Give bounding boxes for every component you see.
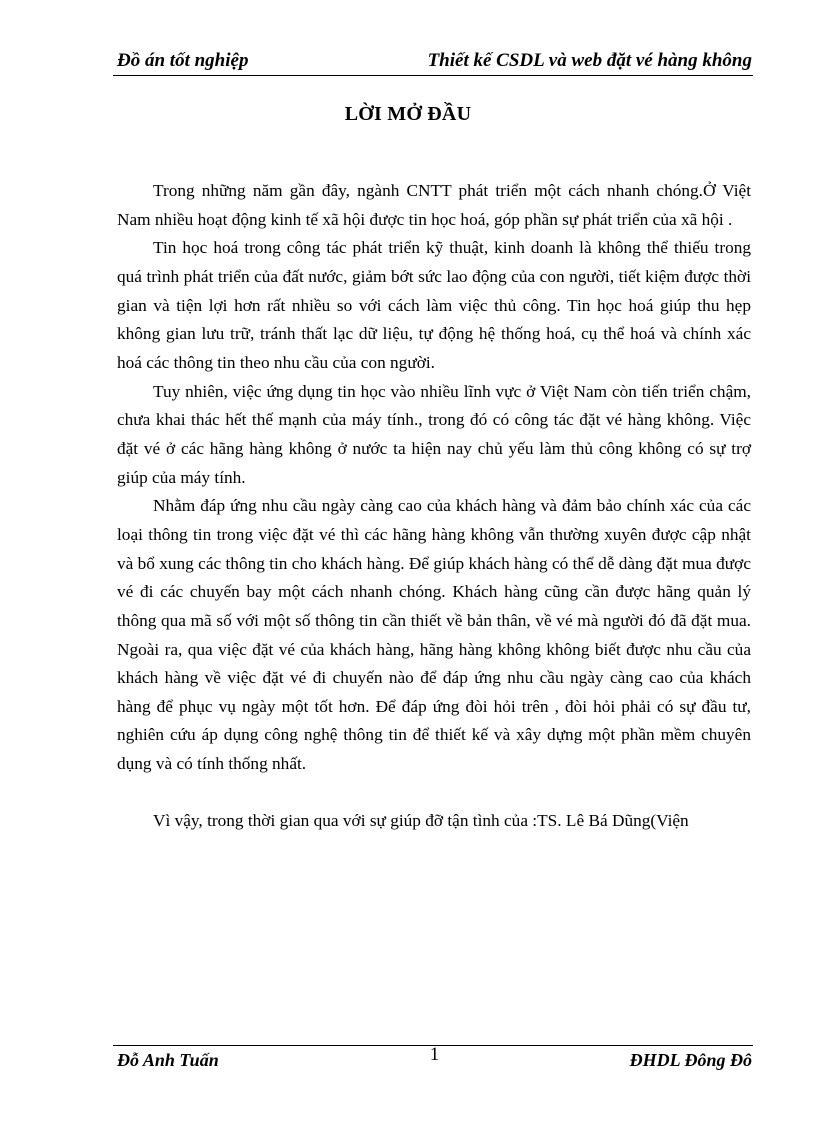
- page-header: [117, 50, 752, 74]
- header-document-type: Đồ án tốt nghiệp: [117, 50, 249, 71]
- footer-university: ĐHDL Đông Đô: [629, 1050, 752, 1070]
- header-document-title: Thiết kế CSDL và web đặt vé hàng không: [427, 50, 752, 71]
- paragraph-3: Tuy nhiên, việc ứng dụng tin học vào nhiều lĩnh vực ở Việt Nam còn tiến triển chậm, chưa khai thác hết thế mạnh của máy tính., trong đó có công tác đặt vé hàng không. Việc đặt vé ở các hãng hàng không ở nước ta hiện nay chủ yếu làm thủ công không có sự trợ giúp của máy tính.: [117, 381, 751, 487]
- paragraph-2: Tin học hoá trong công tác phát triển kỹ thuật, kinh doanh là không thể thiếu trong quá trình phát triển của đất nước, giảm bớt sức lao động của con người, tiết kiệm được thời gian và tiện lợi hơn rất nhiều so với cách làm việc thủ công. Tin học hoá giúp thu hẹp không gian lưu trữ, tránh thất lạc dữ liệu, tự động hệ thống hoá, cụ thể hoá và chính xác hoá các thông tin theo nhu cầu của con người.: [117, 238, 751, 372]
- page-number: 1: [429, 1044, 440, 1065]
- paragraph-5: Vì vậy, trong thời gian qua với sự giúp đỡ tận tình của :TS. Lê Bá Dũng(Viện: [153, 810, 689, 830]
- page-footer: [117, 1044, 752, 1074]
- page-title: LỜI MỞ ĐẦU: [344, 103, 472, 125]
- footer-author: Đỗ Anh Tuấn: [117, 1050, 219, 1070]
- paragraph-1: Trong những năm gần đây, ngành CNTT phát triển một cách nhanh chóng.Ở Việt Nam nhiều hoạt động kinh tế xã hội được tin học hoá, góp phần sự phát triển của xã hội .: [117, 181, 751, 229]
- document-body: [117, 177, 751, 835]
- header-rule: [113, 75, 753, 76]
- paragraph-4: Nhằm đáp ứng nhu cầu ngày càng cao của khách hàng và đảm bảo chính xác của các loại thông tin trong việc đặt vé thì các hãng hàng không vẫn thường xuyên được cập nhật và bổ xung các thông tin cho khách hàng. Để giúp khách hàng có thể dễ dàng đặt mua được vé đi các chuyến bay một cách nhanh chóng. Khách hàng cũng cần được hãng quản lý thông qua mã số với một số thông tin cần thiết về bản thân, về vé mà người đó đã đặt mua. Ngoài ra, qua việc đặt vé của khách hàng, hãng hàng không không biết được nhu cầu của khách hàng về việc đặt vé đi chuyến nào để đáp ứng nhu cầu ngày càng cao của khách hàng để phục vụ ngày một tốt hơn. Để đáp ứng đòi hỏi trên , đòi hỏi phải có sự đầu tư, nghiên cứu áp dụng công nghệ thông tin để thiết kế và xây dựng một phần mềm chuyên dụng và có tính thống nhất.: [117, 496, 751, 774]
